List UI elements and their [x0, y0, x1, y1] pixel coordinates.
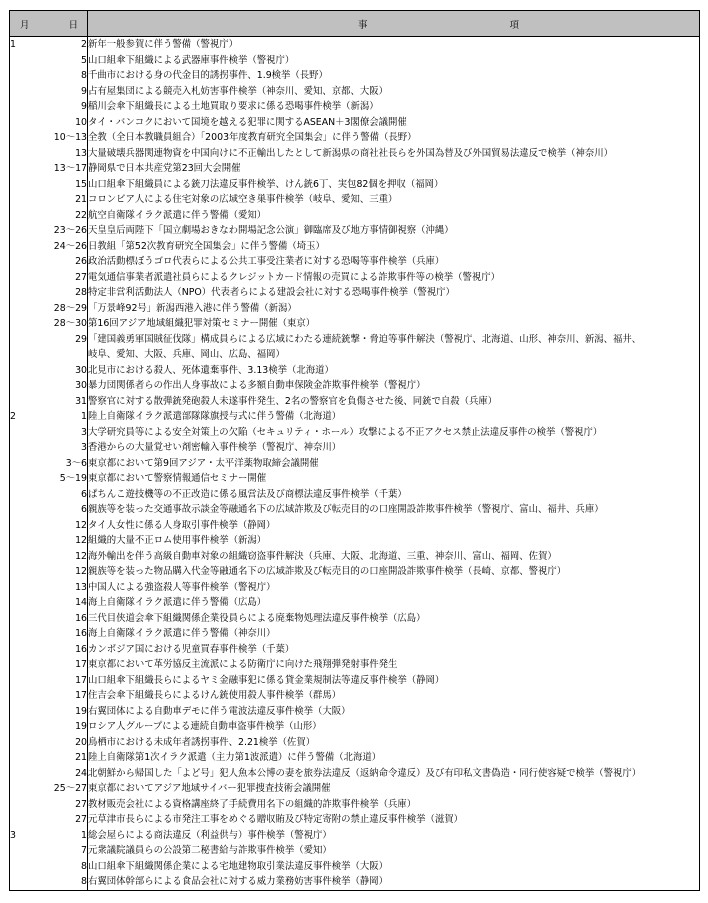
table-row [10, 192, 700, 208]
row-month [10, 471, 50, 487]
row-day: 27 [50, 812, 88, 828]
row-text: 千曲市における身の代金目的誘拐事件、1.9検挙（長野） [88, 68, 700, 84]
row-text: 大学研究員等による安全対策上の欠陥（セキュリティ・ホール）攻撃による不正アクセス禁止法違反事件の検挙（警視庁） [88, 425, 700, 441]
row-text: 政治活動標ぼうゴロ代表らによる公共工事受注業者に対する恐喝等事件検挙（兵庫） [88, 254, 700, 270]
table-row [10, 642, 700, 658]
row-text: 東京都において警察情報通信セミナー開催 [88, 471, 700, 487]
row-month [10, 115, 50, 131]
row-day: 19 [50, 719, 88, 735]
row-month [10, 68, 50, 84]
row-text: 右翼団体幹部らによる食品会社に対する威力業務妨害事件検挙（静岡） [88, 874, 700, 890]
row-day: 28～30 [50, 316, 88, 332]
table-row [10, 595, 700, 611]
row-month [10, 533, 50, 549]
row-month [10, 223, 50, 239]
row-text: カンボジア国における児童買春事件検挙（千葉） [88, 642, 700, 658]
chronology-table [9, 10, 700, 891]
row-text: タイ・バンコクにおいて国境を越える犯罪に関するASEAN＋3閣僚会議開催 [88, 115, 700, 131]
table-row [10, 673, 700, 689]
row-text: 第16回アジア地域組織犯罪対策セミナー開催（東京） [88, 316, 700, 332]
table-row [10, 440, 700, 456]
row-day: 3 [50, 425, 88, 441]
row-month [10, 874, 50, 890]
row-text: 親族等を装った交通事故示談金等融通名下の広域詐欺及び転売目的の口座開設詐欺事件検挙（警視庁、富山、福井、兵庫） [88, 502, 700, 518]
row-text: 「万景峰92号」新潟西港入港に伴う警備（新潟） [88, 301, 700, 317]
row-month [10, 84, 50, 100]
row-day: 6 [50, 487, 88, 503]
table-row [10, 859, 700, 875]
row-month [10, 502, 50, 518]
row-month [10, 626, 50, 642]
row-day: 30 [50, 363, 88, 379]
row-day: 1 [50, 828, 88, 844]
table-row [10, 549, 700, 565]
row-day: 10～13 [50, 130, 88, 146]
table-row [10, 502, 700, 518]
table-row [10, 316, 700, 332]
row-month [10, 564, 50, 580]
table-row [10, 781, 700, 797]
table-row [10, 161, 700, 177]
table-row [10, 130, 700, 146]
row-text: 元草津市長らによる市発注工事をめぐる贈収賄及び特定寄附の禁止違反事件検挙（滋賀） [88, 812, 700, 828]
table-row [10, 828, 700, 844]
row-month [10, 549, 50, 565]
row-day: 9 [50, 99, 88, 115]
row-month [10, 487, 50, 503]
row-month [10, 301, 50, 317]
row-day: 15 [50, 177, 88, 193]
table-row [10, 766, 700, 782]
table-row [10, 518, 700, 534]
table-row [10, 688, 700, 704]
row-text: 大量破壊兵器関連物資を中国向けに不正輸出したとして新潟県の商社社長らを外国為替及び外国貿易法違反で検挙（神奈川） [88, 146, 700, 162]
row-text: 暴力団関係者らの作出人身事故による多額自動車保険金詐欺事件検挙（警視庁） [88, 378, 700, 394]
table-row [10, 223, 700, 239]
table-row [10, 394, 700, 410]
table-row [10, 611, 700, 627]
row-month [10, 657, 50, 673]
row-day: 20 [50, 735, 88, 751]
row-day: 12 [50, 549, 88, 565]
table-row [10, 99, 700, 115]
matter-header [88, 11, 700, 37]
row-month [10, 161, 50, 177]
row-day: 26 [50, 254, 88, 270]
row-month [10, 192, 50, 208]
table-row [10, 347, 700, 363]
row-text: 天皇皇后両陛下「国立劇場おきなわ開場記念公演」御臨席及び地方事情御視察（沖縄） [88, 223, 700, 239]
table-row [10, 239, 700, 255]
row-day: 17 [50, 688, 88, 704]
row-day: 8 [50, 859, 88, 875]
row-month [10, 766, 50, 782]
row-day: 27 [50, 797, 88, 813]
table-row [10, 115, 700, 131]
row-day: 5～19 [50, 471, 88, 487]
row-day: 31 [50, 394, 88, 410]
row-day: 28 [50, 285, 88, 301]
row-month [10, 53, 50, 69]
row-day: 24～26 [50, 239, 88, 255]
row-month [10, 285, 50, 301]
row-day: 6 [50, 502, 88, 518]
row-day: 29 [50, 332, 88, 348]
row-text: 東京都においてアジア地域サイバー犯罪捜査技術会議開催 [88, 781, 700, 797]
row-month [10, 177, 50, 193]
row-text: 東京都において第9回アジア・太平洋薬物取締会議開催 [88, 456, 700, 472]
day-header: 日 [68, 19, 78, 31]
row-day: 3 [50, 440, 88, 456]
table-row [10, 146, 700, 162]
row-text: 親族等を装った物品購入代金等融通名下の広域詐欺及び転売目的の口座開設詐欺事件検挙（長崎、京都、警視庁） [88, 564, 700, 580]
row-month [10, 425, 50, 441]
row-month: 1 [10, 37, 50, 53]
table-body [10, 37, 700, 891]
row-day: 10 [50, 115, 88, 131]
month-day-header [10, 11, 88, 37]
table-row [10, 332, 700, 348]
table-row [10, 254, 700, 270]
row-day: 8 [50, 68, 88, 84]
row-text: ぱちんこ遊技機等の不正改造に係る風営法及び商標法違反事件検挙（千葉） [88, 487, 700, 503]
table-row [10, 285, 700, 301]
table-row [10, 626, 700, 642]
row-day: 5 [50, 53, 88, 69]
row-month [10, 611, 50, 627]
row-month [10, 440, 50, 456]
row-day: 22 [50, 208, 88, 224]
row-month: 3 [10, 828, 50, 844]
table-row [10, 208, 700, 224]
matter-header-char-2: 項 [509, 19, 519, 31]
row-text: 海上自衛隊イラク派遣に伴う警備（神奈川） [88, 626, 700, 642]
row-text: 住吉会傘下組織長らによるけん銃使用殺人事件検挙（群馬） [88, 688, 700, 704]
row-month [10, 812, 50, 828]
row-text: 占有屋集団による競売入札妨害事件検挙（神奈川、愛知、京都、大阪） [88, 84, 700, 100]
row-day: 19 [50, 704, 88, 720]
row-month [10, 704, 50, 720]
table-row [10, 363, 700, 379]
table-row [10, 53, 700, 69]
row-day: 28～29 [50, 301, 88, 317]
row-text: 電気通信事業者派遣社員らによるクレジットカード情報の売買による詐欺事件等の検挙（警視庁） [88, 270, 700, 286]
row-day: 14 [50, 595, 88, 611]
row-text: 陸上自衛隊第1次イラク派遣（主力第1波派遣）に伴う警備（北海道） [88, 750, 700, 766]
table-row [10, 177, 700, 193]
row-day: 13 [50, 580, 88, 596]
row-day: 9 [50, 84, 88, 100]
table-row [10, 84, 700, 100]
row-day: 23～26 [50, 223, 88, 239]
row-text: 航空自衛隊イラク派遣に伴う警備（愛知） [88, 208, 700, 224]
row-month [10, 719, 50, 735]
table-row [10, 378, 700, 394]
row-month [10, 130, 50, 146]
row-month [10, 456, 50, 472]
row-text: 海外輸出を伴う高級自動車対象の組織窃盗事件解決（兵庫、大阪、北海道、三重、神奈川、富山、福岡、佐賀） [88, 549, 700, 565]
row-text: 北見市における殺人、死体遺棄事件、3.13検挙（北海道） [88, 363, 700, 379]
row-month [10, 332, 50, 348]
row-day: 16 [50, 642, 88, 658]
row-text: 岐阜、愛知、大阪、兵庫、岡山、広島、福岡） [88, 347, 700, 363]
table-row [10, 580, 700, 596]
row-text: 日教組「第52次教育研究全国集会」に伴う警備（埼玉） [88, 239, 700, 255]
row-month [10, 316, 50, 332]
table-row [10, 797, 700, 813]
row-day: 3～6 [50, 456, 88, 472]
row-text: 静岡県で日本共産党第23回大会開催 [88, 161, 700, 177]
row-day: 12 [50, 564, 88, 580]
row-text: 警察官に対する散弾銃発砲殺人未遂事件発生、2名の警察官を負傷させた後、同銃で自殺（兵庫） [88, 394, 700, 410]
row-day: 8 [50, 874, 88, 890]
row-day: 17 [50, 673, 88, 689]
row-text: 陸上自衛隊イラク派遣部隊隊旗授与式に伴う警備（北海道） [88, 409, 700, 425]
row-month [10, 347, 50, 363]
row-month [10, 595, 50, 611]
row-month [10, 797, 50, 813]
row-month [10, 99, 50, 115]
row-month [10, 859, 50, 875]
row-day: 21 [50, 750, 88, 766]
row-month [10, 750, 50, 766]
row-text: 鳥栖市における未成年者誘拐事件、2.21検挙（佐賀） [88, 735, 700, 751]
row-month [10, 208, 50, 224]
row-month [10, 673, 50, 689]
table-row [10, 533, 700, 549]
table-header-row [10, 11, 700, 37]
table-row [10, 750, 700, 766]
row-month [10, 518, 50, 534]
row-text: 中国人による強盗殺人等事件検挙（警視庁） [88, 580, 700, 596]
row-text: 新年一般参賀に伴う警備（警視庁） [88, 37, 700, 53]
row-day: 2 [50, 37, 88, 53]
table-row [10, 301, 700, 317]
row-month [10, 843, 50, 859]
table-row [10, 812, 700, 828]
row-text: 山口組傘下組織長らによるヤミ金融事犯に係る貸金業規制法等違反事件検挙（静岡） [88, 673, 700, 689]
row-month [10, 254, 50, 270]
row-day: 12 [50, 518, 88, 534]
row-text: 山口組傘下組織による武器庫事件検挙（警視庁） [88, 53, 700, 69]
table-row [10, 719, 700, 735]
row-day: 16 [50, 626, 88, 642]
table-row [10, 471, 700, 487]
table-row [10, 487, 700, 503]
row-text: 特定非営利活動法人（NPO）代表者らによる建設会社に対する恐喝事件検挙（警視庁） [88, 285, 700, 301]
table-row [10, 425, 700, 441]
row-text: 組織的大量不正ロム使用事件検挙（新潟） [88, 533, 700, 549]
table-row [10, 37, 700, 53]
row-month: 2 [10, 409, 50, 425]
row-text: 山口組傘下組織関係企業による宅地建物取引業法違反事件検挙（大阪） [88, 859, 700, 875]
row-day: 30 [50, 378, 88, 394]
row-day: 12 [50, 533, 88, 549]
row-month [10, 781, 50, 797]
row-day: 27 [50, 270, 88, 286]
row-text: 全教（全日本教職員組合）「2003年度教育研究全国集会」に伴う警備（長野） [88, 130, 700, 146]
table-row [10, 270, 700, 286]
table-row [10, 657, 700, 673]
row-text: 海上自衛隊イラク派遣に伴う警備（広島） [88, 595, 700, 611]
row-day: 1 [50, 409, 88, 425]
row-text: 稲川会傘下組織長による土地買取り要求に係る恐喝事件検挙（新潟） [88, 99, 700, 115]
row-text: 教材販売会社による資格講座終了手続費用名下の組織的詐欺事件検挙（兵庫） [88, 797, 700, 813]
row-month [10, 580, 50, 596]
row-text: 山口組傘下組織員による銃刀法違反事件検挙、けん銃6丁、実包82個を押収（福岡） [88, 177, 700, 193]
table-row [10, 704, 700, 720]
row-text: 北朝鮮から帰国した「よど号」犯人魚本公博の妻を旅券法違反（返納命令違反）及び有印私文書偽造・同行使容疑で検挙（警視庁） [88, 766, 700, 782]
row-day: 7 [50, 843, 88, 859]
row-month [10, 363, 50, 379]
matter-header-char-1: 事 [358, 19, 368, 31]
row-day: 17 [50, 657, 88, 673]
table-row [10, 68, 700, 84]
table-row [10, 456, 700, 472]
table-row [10, 874, 700, 890]
table-row [10, 735, 700, 751]
row-month [10, 394, 50, 410]
row-month [10, 688, 50, 704]
row-text: タイ人女性に係る人身取引事件検挙（静岡） [88, 518, 700, 534]
table-row [10, 564, 700, 580]
row-text: 右翼団体による自動車デモに伴う電波法違反事件検挙（大阪） [88, 704, 700, 720]
table-row [10, 843, 700, 859]
row-day: 21 [50, 192, 88, 208]
row-text: コロンビア人による住宅対象の広域空き巣事件検挙（岐阜、愛知、三重） [88, 192, 700, 208]
row-text: 「建国義勇軍国賊征伐隊」構成員らによる広域にわたる連続銃撃・脅迫等事件解決（警視庁、北海道、山形、神奈川、新潟、福井、 [88, 332, 700, 348]
month-header: 月 [20, 19, 30, 31]
row-day: 16 [50, 611, 88, 627]
row-text: 東京都において革労協反主流派による防衛庁に向けた飛翔弾発射事件発生 [88, 657, 700, 673]
row-day: 13 [50, 146, 88, 162]
row-month [10, 378, 50, 394]
row-text: 三代目侠道会傘下組織関係企業役員らによる廃棄物処理法違反事件検挙（広島） [88, 611, 700, 627]
row-text: 元衆議院議員らの公設第二秘書給与詐欺事件検挙（愛知） [88, 843, 700, 859]
row-day: 13～17 [50, 161, 88, 177]
row-text: 香港からの大量覚せい剤密輸入事件検挙（警視庁、神奈川） [88, 440, 700, 456]
row-day: 25～27 [50, 781, 88, 797]
row-text: 総会屋らによる商法違反（利益供与）事件検挙（警視庁） [88, 828, 700, 844]
table-row [10, 409, 700, 425]
row-month [10, 239, 50, 255]
row-day [50, 347, 88, 363]
row-text: ロシア人グループによる連続自動車盗事件検挙（山形） [88, 719, 700, 735]
row-month [10, 146, 50, 162]
row-month [10, 642, 50, 658]
row-day: 24 [50, 766, 88, 782]
row-month [10, 270, 50, 286]
row-month [10, 735, 50, 751]
